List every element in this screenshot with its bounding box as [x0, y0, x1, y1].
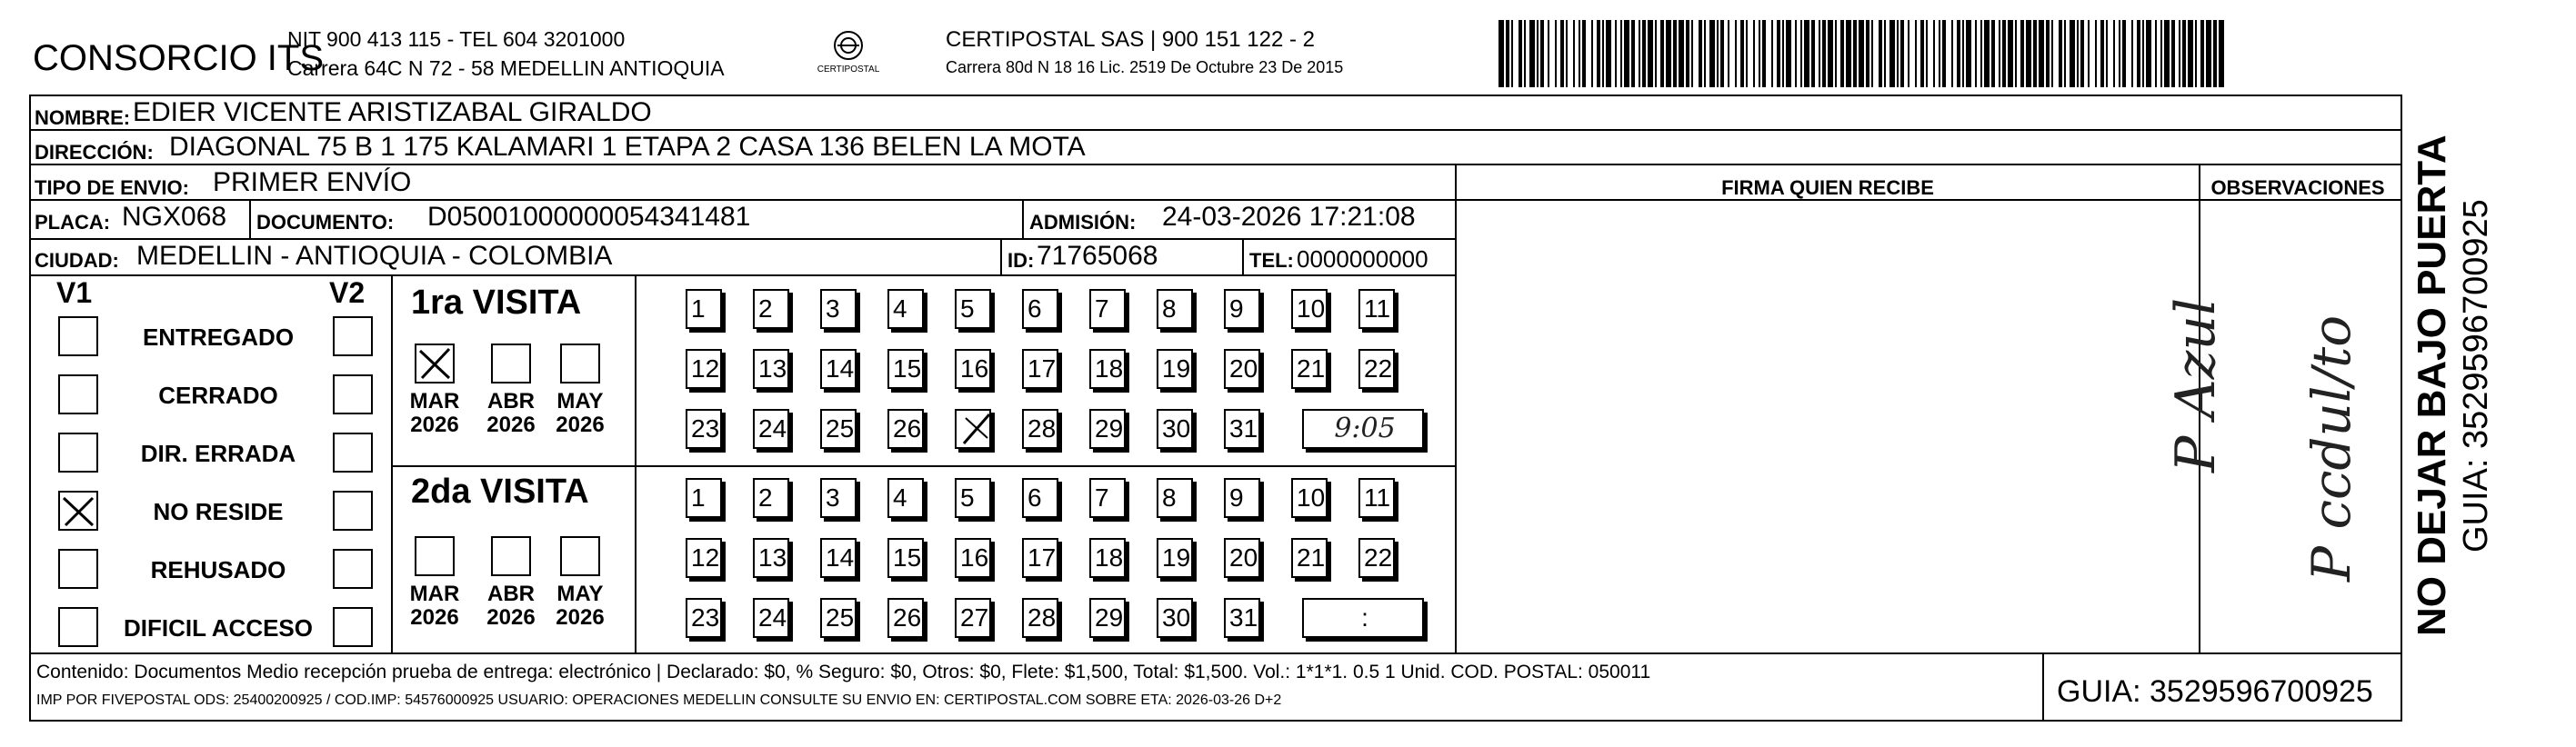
tipo-envio-label: TIPO DE ENVIO: [35, 176, 189, 199]
footer-imp: IMP POR FIVEPOSTAL ODS: 25400200925 / COD.IMP: 54576000925 USUARIO: OPERACIONES MEDELLIN CONSULTE SU ENVIO EN: CERTIPOSTAL.COM SOBRE ETA: 2026-03-26 D+2 [36, 692, 1282, 708]
firma-header: FIRMA QUIEN RECIBE [1721, 176, 1934, 199]
nombre-label: NOMBRE: [35, 106, 131, 129]
v1-checkbox[interactable] [58, 316, 98, 356]
day-box[interactable]: 26 [887, 598, 924, 638]
direccion-value: DIAGONAL 75 B 1 175 KALAMARI 1 ETAPA 2 CASA 136 BELEN LA MOTA [169, 132, 1086, 162]
day-box[interactable]: 13 [753, 538, 789, 578]
certipostal-logo [807, 29, 889, 75]
day-box[interactable]: 28 [1022, 598, 1058, 638]
day-box[interactable]: 6 [1022, 289, 1058, 329]
day-box[interactable]: 8 [1157, 478, 1193, 518]
status-label: CERRADO [158, 382, 278, 409]
day-box[interactable]: 15 [887, 538, 924, 578]
day-box[interactable]: 25 [820, 409, 857, 449]
day-box[interactable]: 31 [1224, 598, 1260, 638]
year-label: 2026 [410, 413, 459, 437]
direccion-label: DIRECCIÓN: [35, 141, 154, 164]
nombre-value: EDIER VICENTE ARISTIZABAL GIRALDO [133, 97, 652, 127]
day-box[interactable]: 29 [1089, 409, 1126, 449]
month-label: ABR [487, 582, 535, 606]
month-checkbox[interactable] [560, 344, 600, 383]
day-box[interactable]: 21 [1291, 538, 1328, 578]
day-box[interactable]: 1 [686, 478, 722, 518]
ciudad-value: MEDELLIN - ANTIOQUIA - COLOMBIA [136, 241, 613, 271]
day-box[interactable]: 19 [1157, 538, 1193, 578]
day-box[interactable]: 20 [1224, 349, 1260, 389]
placa-label: PLACA: [35, 211, 111, 234]
v1-checkbox[interactable] [58, 374, 98, 414]
v2-checkbox[interactable] [333, 549, 373, 589]
v2-checkbox[interactable] [333, 491, 373, 531]
check-mark-icon [416, 345, 453, 382]
day-box[interactable]: 15 [887, 349, 924, 389]
v2-checkbox[interactable] [333, 374, 373, 414]
day-box[interactable]: 27 [955, 598, 991, 638]
day-box[interactable]: 18 [1089, 349, 1126, 389]
nit-line: NIT 900 413 115 - TEL 604 3201000 [287, 27, 626, 51]
v2-checkbox[interactable] [333, 607, 373, 647]
certipostal-line: CERTIPOSTAL SAS | 900 151 122 - 2 [946, 27, 1315, 52]
day-box[interactable]: 24 [753, 409, 789, 449]
day-box[interactable]: 22 [1358, 538, 1395, 578]
company-address: Carrera 64C N 72 - 58 MEDELLIN ANTIOQUIA [287, 56, 725, 80]
month-checkbox[interactable] [415, 344, 455, 383]
month-checkbox[interactable] [415, 536, 455, 576]
day-box[interactable]: 14 [820, 349, 857, 389]
day-box[interactable]: 6 [1022, 478, 1058, 518]
v1-checkbox[interactable] [58, 607, 98, 647]
month-label: MAR [409, 582, 460, 606]
tel-value: 0000000000 [1297, 245, 1428, 273]
day-box[interactable]: 10 [1291, 478, 1328, 518]
year-label: 2026 [486, 605, 536, 630]
day-box[interactable]: 23 [686, 598, 722, 638]
month-label: ABR [487, 389, 535, 413]
day-box[interactable]: 30 [1157, 598, 1193, 638]
day-box[interactable]: 11 [1358, 478, 1395, 518]
day-box[interactable]: 1 [686, 289, 722, 329]
day-box[interactable]: 12 [686, 538, 722, 578]
day-box[interactable]: 29 [1089, 598, 1126, 638]
day-box[interactable]: 9 [1224, 289, 1260, 329]
year-label: 2026 [410, 605, 459, 630]
ciudad-label: CIUDAD: [35, 249, 119, 272]
time-handwriting: 9:05 [1334, 413, 1396, 444]
footer-contenido: Contenido: Documentos Medio recepción prueba de entrega: electrónico | Declarado: $0, % Seguro: $0, Otros: $0, Flete: $1,500, Total: $1,500. Vol.: 1*1*1. 0.5 1 Unid. COD. POSTAL: 050011 [36, 662, 1651, 682]
day-box[interactable]: 28 [1022, 409, 1058, 449]
v2-checkbox[interactable] [333, 433, 373, 473]
admision-value: 24-03-2026 17:21:08 [1162, 202, 1416, 232]
v2-label: V2 [329, 276, 366, 309]
day-box[interactable]: 4 [887, 289, 924, 329]
tipo-envio-value: PRIMER ENVÍO [213, 167, 412, 197]
day-box[interactable]: 7 [1089, 289, 1126, 329]
status-label: DIFICIL ACCESO [123, 614, 313, 642]
year-label: 2026 [556, 605, 605, 630]
month-checkbox[interactable] [491, 344, 531, 383]
day-box[interactable]: 14 [820, 538, 857, 578]
day-box[interactable]: 19 [1157, 349, 1193, 389]
footer-guia: GUIA: 3529596700925 [2057, 674, 2373, 709]
v1-checkbox[interactable] [58, 433, 98, 473]
id-label: ID: [1007, 249, 1035, 272]
barcode [1498, 20, 2226, 87]
day-box[interactable]: 21 [1291, 349, 1328, 389]
time-box[interactable]: : [1302, 598, 1424, 638]
side-guia: GUIA: 3529596700925 [2457, 199, 2495, 553]
day-box[interactable]: 17 [1022, 538, 1058, 578]
day-box[interactable]: 11 [1358, 289, 1395, 329]
logo-icon [830, 29, 867, 62]
day-box[interactable]: 7 [1089, 478, 1126, 518]
documento-label: DOCUMENTO: [256, 211, 395, 234]
v2-checkbox[interactable] [333, 316, 373, 356]
status-label: REHUSADO [150, 556, 286, 583]
certipostal-address: Carrera 80d N 18 16 Lic. 2519 De Octubre 23 De 2015 [946, 58, 1344, 76]
day-box[interactable]: 9 [1224, 478, 1260, 518]
tel-label: TEL: [1249, 249, 1294, 272]
day-box[interactable]: 16 [955, 538, 991, 578]
day-box[interactable]: 5 [955, 478, 991, 518]
month-label: MAR [409, 389, 460, 413]
check-mark-icon [60, 493, 96, 529]
v1-checkbox[interactable] [58, 491, 98, 531]
time-box[interactable] [1302, 409, 1424, 449]
day-box[interactable]: 18 [1089, 538, 1126, 578]
id-value: 71765068 [1037, 241, 1158, 271]
logo-text: CERTIPOSTAL [817, 65, 880, 75]
status-label: ENTREGADO [142, 324, 295, 351]
day-box[interactable]: 20 [1224, 538, 1260, 578]
day-box[interactable]: 4 [887, 478, 924, 518]
obs-handwriting-2: P ccdul/to [2300, 314, 2362, 582]
day-box[interactable]: 24 [753, 598, 789, 638]
day-box[interactable]: 22 [1358, 349, 1395, 389]
day-box[interactable]: 26 [887, 409, 924, 449]
status-label: NO RESIDE [153, 498, 284, 525]
month-checkbox[interactable] [560, 536, 600, 576]
documento-value: D05001000000054341481 [427, 202, 751, 232]
day-box[interactable]: 2 [753, 478, 789, 518]
day-box[interactable]: 25 [820, 598, 857, 638]
first-visit-title: 1ra VISITA [411, 284, 582, 322]
day-box[interactable]: 12 [686, 349, 722, 389]
year-label: 2026 [486, 413, 536, 437]
status-label: DIR. ERRADA [140, 440, 296, 467]
v1-checkbox[interactable] [58, 549, 98, 589]
side-warning: NO DEJAR BAJO PUERTA [2410, 134, 2454, 636]
admision-label: ADMISIÓN: [1029, 211, 1137, 234]
company-name: CONSORCIO ITS [33, 38, 325, 78]
check-mark-icon [960, 411, 993, 447]
second-visit-title: 2da VISITA [411, 473, 589, 511]
day-box[interactable]: 31 [1224, 409, 1260, 449]
day-box[interactable]: 10 [1291, 289, 1328, 329]
day-box[interactable]: 13 [753, 349, 789, 389]
day-box[interactable]: 23 [686, 409, 722, 449]
day-box[interactable]: 17 [1022, 349, 1058, 389]
month-checkbox[interactable] [491, 536, 531, 576]
day-box[interactable]: 5 [955, 289, 991, 329]
placa-value: NGX068 [122, 202, 227, 232]
obs-handwriting-1: P Azul [2164, 297, 2228, 473]
v1-label: V1 [56, 276, 93, 309]
day-box[interactable] [955, 409, 991, 449]
observaciones-header: OBSERVACIONES [2210, 176, 2385, 199]
year-label: 2026 [556, 413, 605, 437]
day-box[interactable]: 16 [955, 349, 991, 389]
month-label: MAY [556, 582, 604, 606]
day-box[interactable]: 3 [820, 478, 857, 518]
month-label: MAY [556, 389, 604, 413]
day-box[interactable]: 8 [1157, 289, 1193, 329]
day-box[interactable]: 3 [820, 289, 857, 329]
day-box[interactable]: 30 [1157, 409, 1193, 449]
day-box[interactable]: 2 [753, 289, 789, 329]
